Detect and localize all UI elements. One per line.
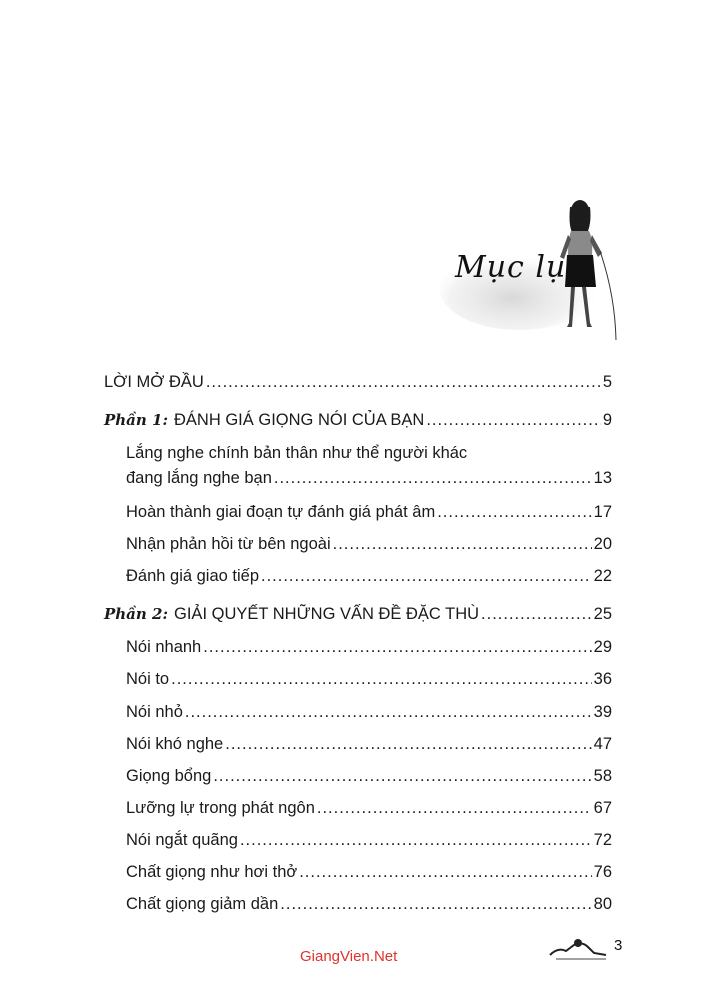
toc-entry (126, 894, 612, 914)
toc-entry (104, 372, 612, 392)
toc-entry-page: 72 (593, 831, 612, 849)
toc-entry-page: 76 (593, 863, 612, 881)
toc-entry-page: 25 (593, 605, 612, 623)
toc-entry (126, 468, 612, 488)
leader-dots (261, 566, 592, 586)
toc-entry-page: 36 (593, 670, 612, 688)
toc-entry-label: Nói nhanh (126, 638, 202, 656)
toc-entry-page: 22 (593, 567, 612, 585)
leader-dots (426, 410, 601, 430)
toc-entry-page: 58 (593, 767, 612, 785)
toc-entry (126, 534, 612, 554)
toc-entry (126, 669, 612, 689)
toc-entry-label-line1: Lắng nghe chính bản thân như thể người khác (126, 444, 468, 462)
toc-entry-page: 9 (602, 411, 612, 429)
toc-entry (126, 862, 612, 882)
leader-dots (333, 534, 592, 554)
toc-entry-label: Nói to (126, 670, 170, 688)
toc-entry-label: Nói khó nghe (126, 735, 224, 753)
leader-dots (240, 830, 592, 850)
toc-entry-label: Nói nhỏ (126, 703, 183, 721)
toc-entry-label: Nhận phản hồi từ bên ngoài (126, 535, 331, 553)
toc-part-entry (104, 604, 612, 624)
toc-entry-page: 17 (593, 503, 612, 521)
leader-dots (299, 862, 591, 882)
toc-entry-label: Giọng bổng (126, 767, 212, 785)
toc-entry (126, 830, 612, 850)
leader-dots (437, 502, 591, 522)
toc-entry-page: 67 (593, 799, 612, 817)
part-prefix: Phần 1: (104, 411, 169, 429)
leader-dots (185, 702, 592, 722)
toc-entry-label: GIẢI QUYẾT NHỮNG VẤN ĐỀ ĐẶC THÙ (174, 605, 480, 623)
leader-dots (206, 372, 601, 392)
toc-entry-label: Chất giọng giảm dần (126, 895, 279, 913)
toc-entry (126, 798, 612, 818)
toc-entry-label: LỜI MỞ ĐẦU (104, 373, 204, 391)
leader-dots (213, 766, 591, 786)
toc-part-entry (104, 410, 612, 430)
toc-entry-label: Đánh giá giao tiếp (126, 567, 260, 585)
toc-entry-label: đang lắng nghe bạn (126, 469, 272, 487)
toc-entry-page: 39 (593, 703, 612, 721)
page-title: Mục lục (455, 250, 585, 285)
toc-entry (126, 766, 612, 786)
part-prefix: Phần 2: (104, 605, 169, 623)
toc-entry-label: Nói ngắt quãng (126, 831, 238, 849)
toc-entry (126, 637, 612, 657)
toc-entry-label: Lưỡng lự trong phát ngôn (126, 799, 315, 817)
leader-dots (203, 637, 591, 657)
toc-entry (126, 702, 612, 722)
toc-entry-page: 29 (593, 638, 612, 656)
leader-dots (225, 734, 591, 754)
toc-entry (126, 734, 612, 754)
toc-entry-page: 5 (602, 373, 612, 391)
toc-entry-label: Hoàn thành giai đoạn tự đánh giá phát âm (126, 503, 436, 521)
leader-dots (280, 894, 591, 914)
toc-entry (126, 502, 612, 522)
leader-dots (171, 669, 592, 689)
reclining-figure-icon (548, 933, 608, 963)
toc-entry (126, 566, 612, 586)
toc-entry-page: 47 (593, 735, 612, 753)
footer-watermark: GiangVien.Net (300, 948, 398, 965)
toc-entry-page: 20 (593, 535, 612, 553)
toc-entry-page: 80 (593, 895, 612, 913)
leader-dots (274, 468, 592, 488)
leader-dots (481, 604, 592, 624)
leader-dots (317, 798, 592, 818)
toc-entry-page: 13 (593, 469, 612, 487)
toc-entry-label: ĐÁNH GIÁ GIỌNG NÓI CỦA BẠN (174, 411, 425, 429)
toc-entry-label: Chất giọng như hơi thở (126, 863, 298, 881)
page-number: 3 (614, 937, 623, 954)
